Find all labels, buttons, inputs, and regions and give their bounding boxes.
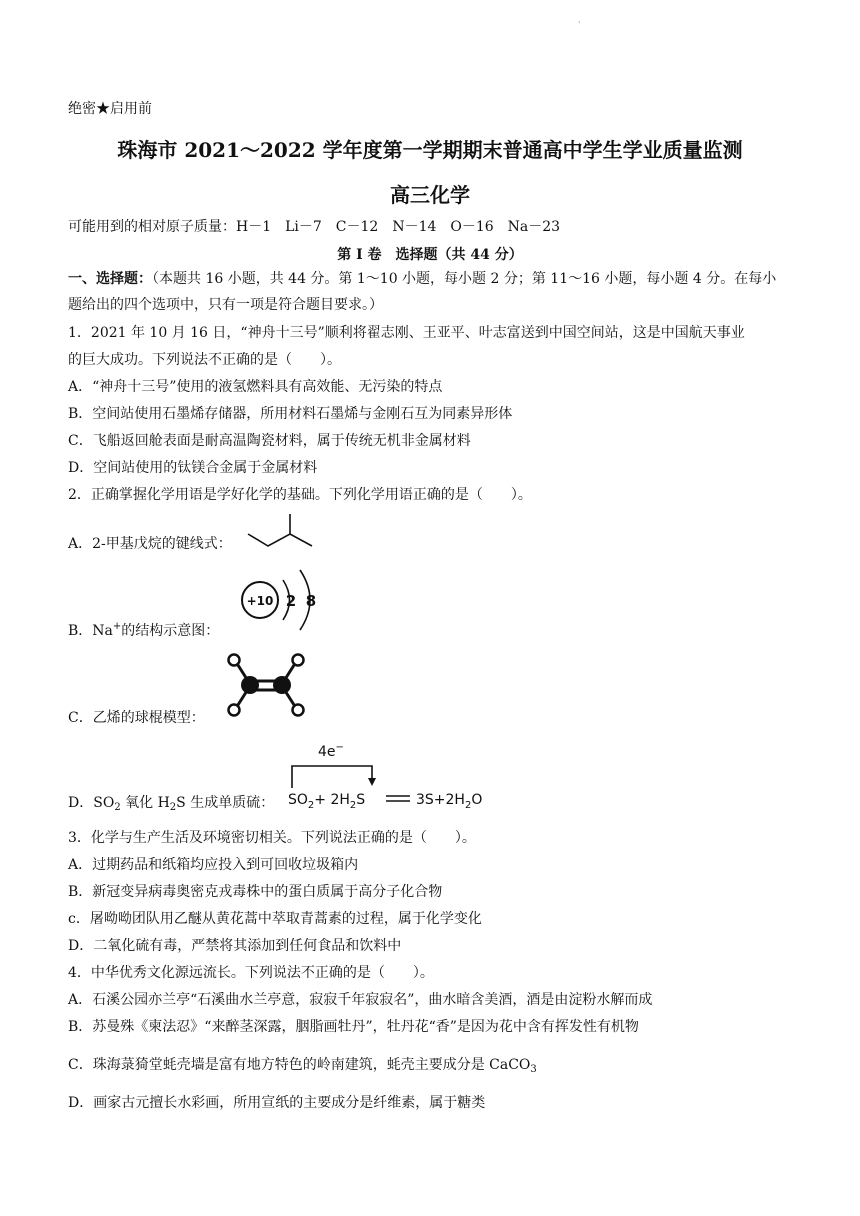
q3-stem: 3．化学与生产生活及环境密切相关。下列说法正确的是（ ）。 bbox=[68, 830, 476, 846]
section-title: 第 I 卷 选择题（共 44 分） bbox=[337, 247, 523, 263]
atomic-masses: 可能用到的相对原子质量：H－1 Li－7 C－12 N－14 O－16 Na－23 bbox=[68, 219, 561, 235]
q2-b-prefix: B． bbox=[68, 623, 93, 639]
q4-stem: 4．中华优秀文化源远流长。下列说法不正确的是（ ）。 bbox=[68, 965, 434, 981]
page-dot: · bbox=[578, 18, 581, 27]
part1-instructions-2: 题给出的四个选项中，只有一项是符合题目要求。） bbox=[68, 297, 383, 313]
hydrogen-atom-2 bbox=[229, 705, 240, 716]
part1-instructions-1: （本题共 16 小题，共 44 分。第 1～10 小题，每小题 2 分；第 11～16 小题，每小题 4 分。在每小 bbox=[152, 271, 777, 287]
q1-stem-2: 的巨大成功。下列说法不正确的是（ ）。 bbox=[68, 352, 341, 368]
part1-instructions-line1 bbox=[68, 270, 776, 288]
q2-d-mid: 氧化 H bbox=[120, 795, 170, 811]
q1-option-a: A．“神舟十三号”使用的液氢燃料具有高效能、无污染的特点 bbox=[68, 379, 443, 395]
q4-c-sub: 3 bbox=[530, 1064, 537, 1075]
q2-b-suffix: 的结构示意图： bbox=[121, 623, 220, 639]
electron-count: 4e− bbox=[318, 742, 344, 760]
q2-d-prefix: D． bbox=[68, 795, 94, 811]
exam-title: 珠海市 2021～2022 学年度第一学期期末普通高中学生学业质量监测 bbox=[117, 138, 743, 162]
exam-subtitle: 高三化学 bbox=[390, 183, 470, 207]
skeletal-chain bbox=[248, 534, 312, 546]
q2-option-b bbox=[68, 622, 219, 640]
confidential-label: 绝密★启用前 bbox=[68, 101, 152, 117]
na-ion-structure-diagram bbox=[238, 562, 328, 638]
q1-option-b: B．空间站使用石墨烯存储器，所用材料石墨烯与金刚石互为同素异形体 bbox=[68, 406, 513, 422]
q2-d-suffix: S 生成单质硫： bbox=[176, 795, 275, 811]
q2-d-h-sub: 2 bbox=[169, 802, 177, 813]
q2-b-charge: + bbox=[112, 621, 122, 632]
q2-stem: 2．正确掌握化学用语是学好化学的基础。下列化学用语正确的是（ ）。 bbox=[68, 487, 532, 503]
q4-option-d: D．画家古元擅长水彩画，所用宣纸的主要成分是纤维素，属于糖类 bbox=[68, 1095, 486, 1111]
hydrogen-atom-3 bbox=[293, 655, 304, 666]
equation-lhs: $SO_2+ 2H_2S$ bbox=[288, 792, 366, 811]
q2-d-so-sub: 2 bbox=[114, 802, 121, 813]
methylpentane-skeletal-formula bbox=[246, 514, 318, 550]
nucleus-charge: +10 bbox=[246, 594, 274, 608]
carbon-atom-right bbox=[273, 676, 291, 694]
hydrogen-atom-4 bbox=[293, 705, 304, 716]
electron-transfer-equation bbox=[286, 742, 506, 811]
shell-2-electrons: 8 bbox=[305, 592, 317, 610]
part1-heading: 一、选择题： bbox=[68, 271, 152, 287]
q3-option-c: c．屠呦呦团队用乙醚从黄花蒿中萃取青蒿素的过程，属于化学变化 bbox=[68, 911, 482, 927]
q3-option-a: A．过期药品和纸箱均应投入到可回收垃圾箱内 bbox=[68, 857, 359, 873]
q4-option-a: A．石溪公园亦兰亭“石溪曲水兰亭意，寂寂千年寂寂名”，曲水暗含美酒，酒是由淀粉水解而成 bbox=[68, 992, 653, 1008]
q2-option-d bbox=[68, 794, 274, 812]
q3-option-d: D．二氧化硫有毒，严禁将其添加到任何食品和饮料中 bbox=[68, 938, 402, 954]
q1-option-c: C．飞船返回舱表面是耐高温陶瓷材料，属于传统无机非金属材料 bbox=[68, 433, 471, 449]
q4-option-b: B．苏曼殊《柬法忍》“来醉茎深露，胭脂画牡丹”，牡丹花“香”是因为花中含有挥发性有机物 bbox=[68, 1019, 639, 1035]
hydrogen-atom-1 bbox=[229, 655, 240, 666]
electron-transfer-bracket bbox=[292, 766, 372, 788]
ethylene-ball-stick-model bbox=[222, 652, 310, 718]
q3-option-b: B．新冠变异病毒奥密克戎毒株中的蛋白质属于高分子化合物 bbox=[68, 884, 443, 900]
q2-option-c: C．乙烯的球棍模型： bbox=[68, 710, 205, 726]
q2-d-so: SO bbox=[93, 795, 115, 811]
shell-1-electrons: 2 bbox=[285, 592, 297, 610]
equation-rhs: $3S+2H_2O$ bbox=[416, 792, 483, 811]
carbon-atom-left bbox=[241, 676, 259, 694]
q2-b-ion: Na bbox=[92, 623, 113, 639]
q2-option-a: A．2-甲基戊烷的键线式： bbox=[68, 536, 232, 552]
electron-transfer-arrowhead bbox=[368, 778, 376, 786]
q1-option-d: D．空间站使用的钛镁合金属于金属材料 bbox=[68, 460, 318, 476]
q4-option-c bbox=[68, 1056, 537, 1074]
q4-c-text: C．珠海菉猗堂蚝壳墙是富有地方特色的岭南建筑，蚝壳主要成分是 CaCO bbox=[68, 1057, 531, 1073]
q1-stem-1: 1．2021 年 10 月 16 日，“神舟十三号”顺利将翟志刚、王亚平、叶志富送到中国空间站，这是中国航天事业 bbox=[68, 325, 745, 341]
